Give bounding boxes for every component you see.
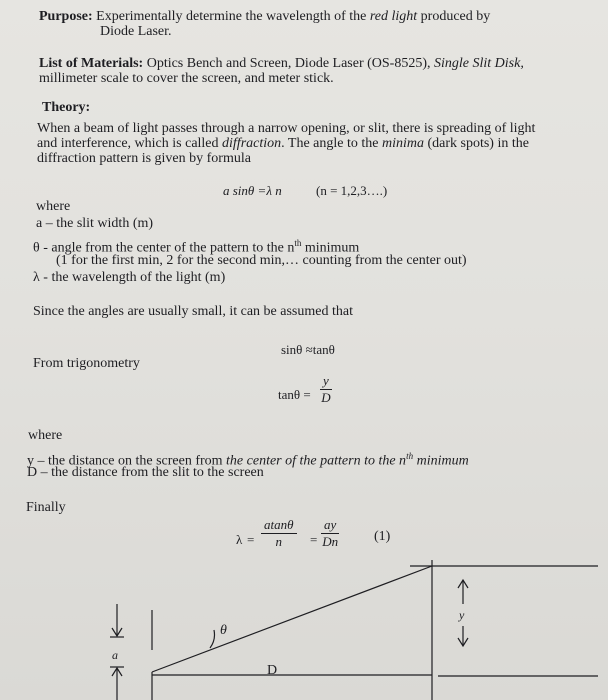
purpose-label: Purpose: bbox=[39, 9, 93, 24]
materials-text-1: Optics Bench and Screen, Diode Laser (OS-8525), bbox=[146, 56, 431, 71]
final-den-1: n bbox=[275, 534, 282, 549]
def-y-italic2: minimum bbox=[416, 453, 469, 469]
def-y-italic: the center of the pattern to the n bbox=[226, 453, 407, 469]
approx-equation: sinθ ≈tanθ bbox=[281, 342, 335, 357]
where-label-1: where bbox=[36, 199, 71, 214]
approx-sentence: Since the angles are usually small, it can be assumed that bbox=[33, 304, 353, 319]
trig-num: y bbox=[320, 374, 332, 390]
def-d: D – the distance from the slit to the screen bbox=[27, 465, 264, 480]
def-y-sup: th bbox=[406, 451, 414, 461]
theory-line-1: When a beam of light passes through a narrow opening, or slit, there is spreading of light bbox=[37, 121, 536, 136]
y-label: y bbox=[459, 608, 465, 622]
theta-label: θ bbox=[220, 623, 227, 638]
def-slit-width: a – the slit width (m) bbox=[36, 216, 154, 231]
def-theta-note: (1 for the first min, 2 for the second min,… counting from the center out) bbox=[56, 253, 467, 268]
theory-line-2a: and interference, which is called bbox=[37, 136, 219, 151]
trig-lhs: tanθ = bbox=[278, 387, 311, 402]
def-lambda: λ - the wavelength of the light (m) bbox=[33, 270, 226, 285]
def-theta-a: θ - angle from the center of the pattern to the n bbox=[33, 240, 295, 256]
trig-den: D bbox=[321, 390, 331, 405]
purpose-italic: red light bbox=[369, 9, 418, 24]
purpose-text-1: Experimentally determine the wavelength of the bbox=[96, 9, 367, 24]
where-label-2: where bbox=[28, 428, 63, 443]
materials-label: List of Materials: bbox=[39, 56, 144, 71]
def-theta-b: minimum bbox=[304, 240, 360, 256]
theory-heading: Theory: bbox=[42, 100, 91, 115]
formula-condition: (n = 1,2,3….) bbox=[316, 183, 388, 198]
materials-line-2: millimeter scale to cover the screen, and meter stick. bbox=[39, 71, 334, 86]
d-label: D bbox=[267, 663, 278, 678]
def-y-a: y – the distance on the screen from bbox=[27, 453, 223, 469]
materials-italic: Single Slit Disk, bbox=[434, 56, 524, 71]
theory-diffraction: diffraction bbox=[222, 136, 282, 151]
ray-line bbox=[152, 566, 432, 672]
theta-arc bbox=[210, 630, 215, 648]
final-num-1: atanθ bbox=[261, 518, 297, 534]
trig-label: From trigonometry bbox=[33, 356, 140, 371]
final-eq-2: = bbox=[310, 532, 318, 547]
equation-number: (1) bbox=[374, 529, 391, 544]
final-eq-1: = bbox=[247, 532, 255, 547]
theory-minima: minima bbox=[381, 136, 424, 151]
purpose-text-2: produced by bbox=[420, 9, 491, 24]
formula-main: a sinθ =λ n bbox=[223, 183, 282, 198]
theory-line-3: diffraction pattern is given by formula bbox=[37, 151, 251, 166]
final-lambda: λ bbox=[236, 532, 243, 547]
theory-line-2c: (dark spots) in the bbox=[427, 136, 529, 151]
theory-line-2b: . The angle to the bbox=[281, 136, 379, 151]
def-theta-sup: th bbox=[294, 238, 302, 248]
final-den-2: Dn bbox=[322, 534, 339, 549]
purpose-line-2: Diode Laser. bbox=[100, 24, 172, 39]
final-num-2: ay bbox=[321, 518, 339, 534]
a-label: a bbox=[112, 648, 118, 662]
finally-label: Finally bbox=[26, 500, 66, 515]
